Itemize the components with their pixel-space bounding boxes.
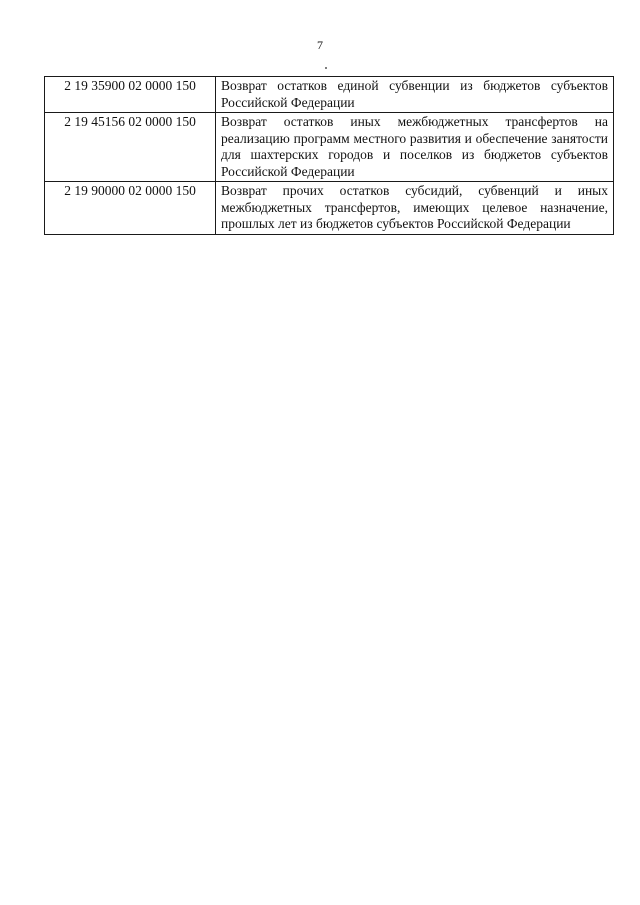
scan-speck <box>325 67 327 69</box>
budget-code: 2 19 45156 02 0000 150 <box>45 113 216 182</box>
table-row <box>45 113 614 182</box>
code-description: Возврат остатков единой субвенции из бюджетов субъектов Российской Федерации <box>216 77 614 113</box>
table-row <box>45 182 614 235</box>
budget-code: 2 19 35900 02 0000 150 <box>45 77 216 113</box>
code-description: Возврат прочих остатков субсидий, субвенций и иных межбюджетных трансфертов, имеющих целевое назначение, прошлых лет из бюджетов субъектов Российской Федерации <box>216 182 614 235</box>
page-number: 7 <box>317 38 323 52</box>
budget-code: 2 19 90000 02 0000 150 <box>45 182 216 235</box>
code-description: Возврат остатков иных межбюджетных трансфертов на реализацию программ местного развития и обеспечение занятости для шахтерских городов и поселков из бюджетов субъектов Российской Федерации <box>216 113 614 182</box>
table-row <box>45 77 614 113</box>
budget-code-table <box>44 76 614 235</box>
